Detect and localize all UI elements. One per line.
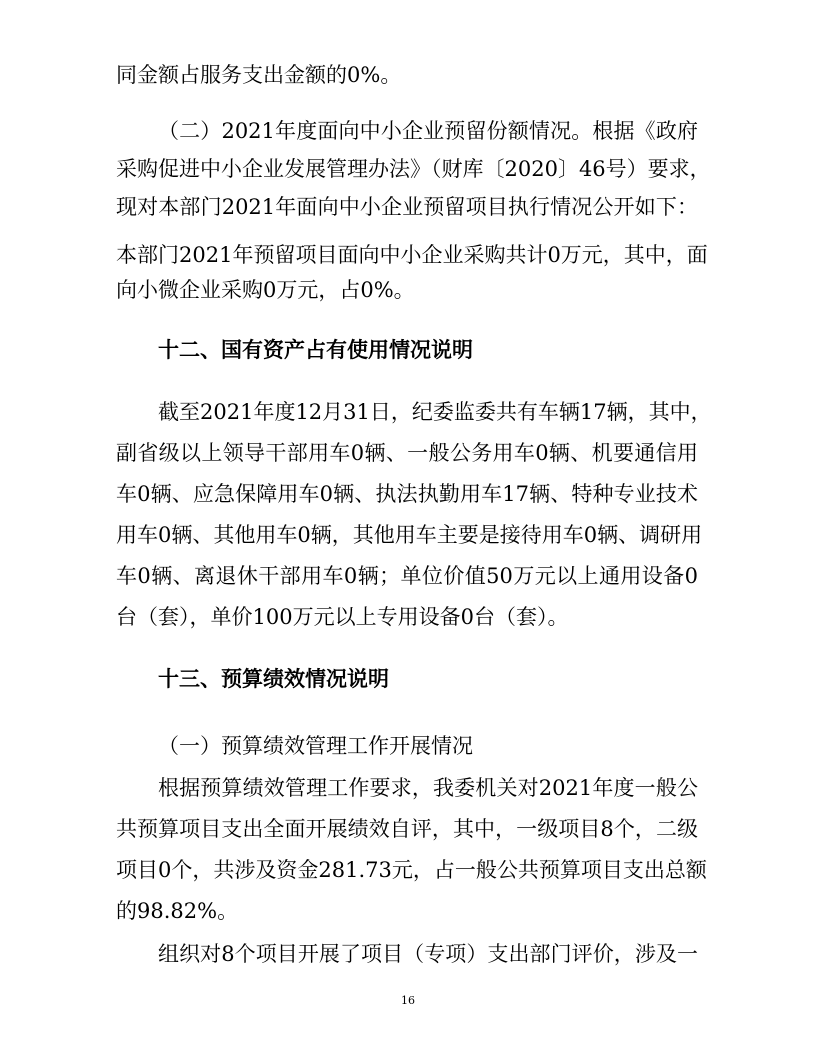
paragraph-line: 向小微企业采购0万元，占0%。 <box>116 278 415 302</box>
paragraph-line: 现对本部门2021年面向中小企业预留项目执行情况公开如下： <box>116 195 698 219</box>
paragraph-line: 采购促进中小企业发展管理办法》（财库〔2020〕46号）要求， <box>116 157 711 181</box>
paragraph-line: （二）2021年度面向中小企业预留份额情况。根据《政府 <box>158 119 698 143</box>
page-number: 16 <box>401 994 415 1007</box>
section-heading-13: 十三、预算绩效情况说明 <box>158 667 389 691</box>
paragraph-line: 车0辆、离退休干部用车0辆；单位价值50万元以上通用设备0 <box>116 564 698 588</box>
paragraph-line: 项目0个，共涉及资金281.73元，占一般公共预算项目支出总额 <box>116 858 707 882</box>
paragraph-line: 台（套），单价100万元以上专用设备0台（套）。 <box>116 605 569 629</box>
paragraph-line: 共预算项目支出全面开展绩效自评，其中，一级项目8个，二级 <box>116 817 698 841</box>
subsection-heading: （一）预算绩效管理工作开展情况 <box>158 734 473 758</box>
section-heading-12: 十二、国有资产占有使用情况说明 <box>158 338 473 362</box>
paragraph-line: 根据预算绩效管理工作要求，我委机关对2021年度一般公 <box>158 776 698 800</box>
paragraph-line: 车0辆、应急保障用车0辆、执法执勤用车17辆、特种专业技术 <box>116 482 698 506</box>
paragraph-line: 截至2021年度12月31日，纪委监委共有车辆17辆，其中， <box>158 400 712 424</box>
paragraph-line: 副省级以上领导干部用车0辆、一般公务用车0辆、机要通信用 <box>116 441 698 465</box>
paragraph-line: 用车0辆、其他用车0辆，其他用车主要是接待用车0辆、调研用 <box>116 523 703 547</box>
paragraph-line: 的98.82%。 <box>116 899 239 923</box>
paragraph-line: 同金额占服务支出金额的0%。 <box>116 63 402 87</box>
paragraph-line: 本部门2021年预留项目面向中小企业采购共计0万元，其中，面 <box>116 243 708 267</box>
paragraph-line: 组织对8个项目开展了项目（专项）支出部门评价，涉及一 <box>158 942 698 966</box>
